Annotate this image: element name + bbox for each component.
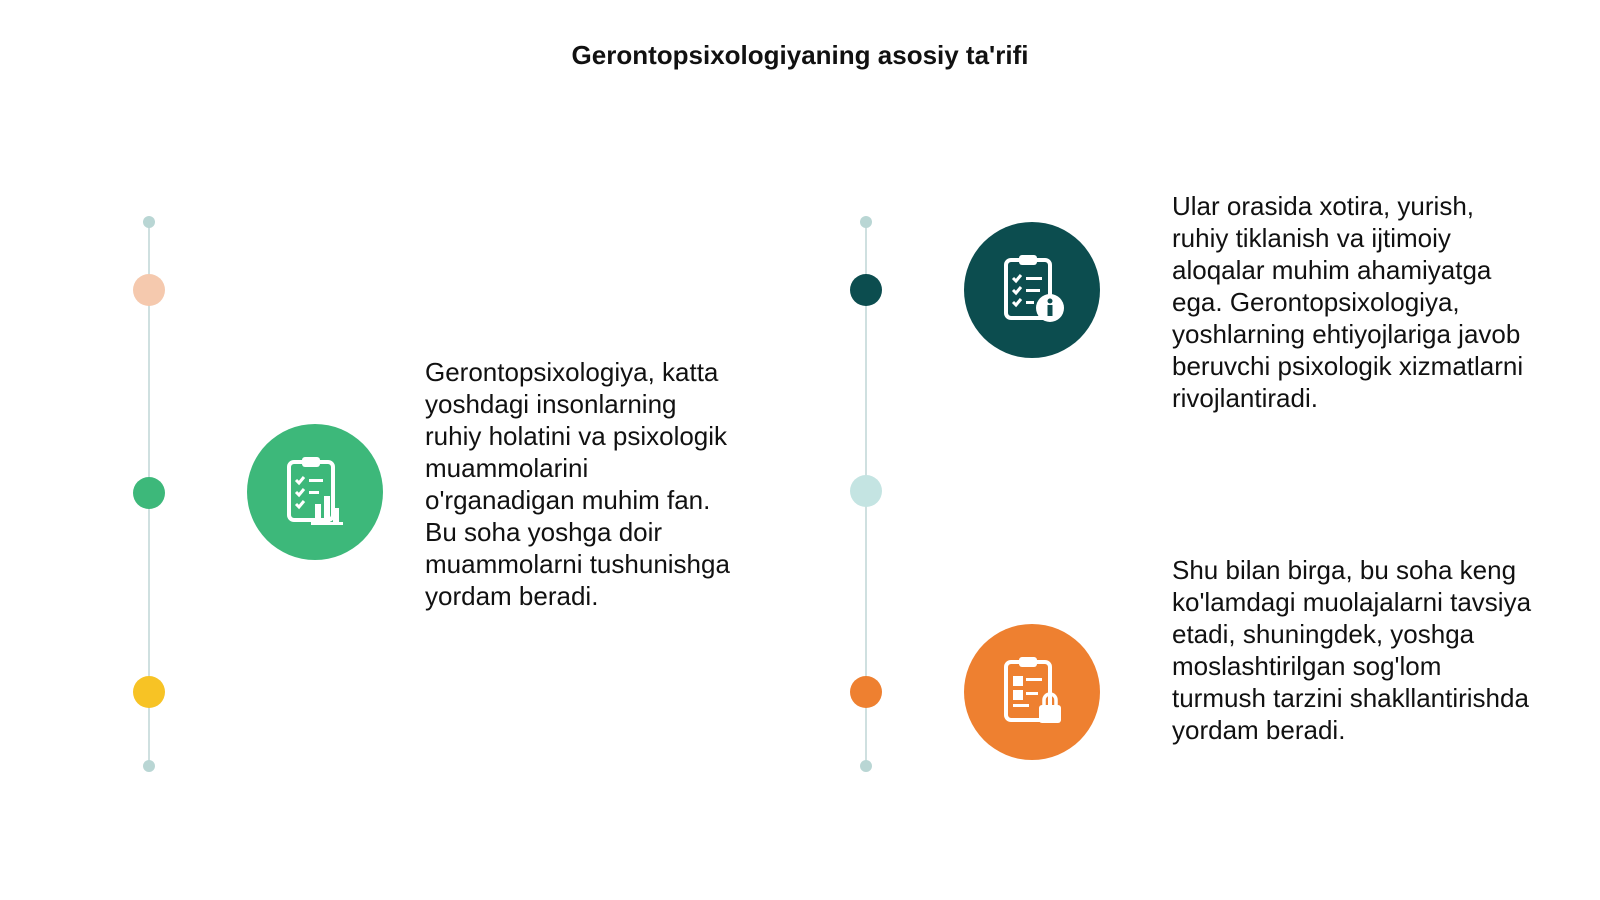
clipboard-info-icon <box>964 222 1100 358</box>
timeline-end-dot <box>143 760 155 772</box>
timeline-dot-orange <box>850 676 882 708</box>
timeline-dot-pale-teal <box>850 475 882 507</box>
timeline-end-dot <box>860 760 872 772</box>
item-text-3: Shu bilan birga, bu soha keng ko'lamdagi muolajalarni tavsiya etadi, shuningdek, yoshga moslashtirilgan sog'lom turmush tarzini shakllantirishda yordam beradi. <box>1172 555 1532 745</box>
clipboard-chart-icon <box>247 424 383 560</box>
timeline-dot-yellow <box>133 676 165 708</box>
timeline-dot-teal <box>850 274 882 306</box>
page-title: Gerontopsixologiyaning asosiy ta'rifi <box>571 40 1029 70</box>
timeline-right <box>846 0 886 900</box>
timeline-end-dot <box>860 216 872 228</box>
timeline-left <box>129 0 169 900</box>
item-text-2: Ular orasida xotira, yurish, ruhiy tiklanish va ijtimoiy aloqalar muhim ahamiyatga ega. Gerontopsixologiya, yoshlarning ehtiyojlariga javob beruvchi psixologik xizmatlarni rivojlantiradi. <box>1172 191 1524 413</box>
timeline-dot-peach <box>133 274 165 306</box>
clipboard-lock-icon <box>964 624 1100 760</box>
item-text-1: Gerontopsixologiya, katta yoshdagi insonlarning ruhiy holatini va psixologik muammolarini o'rganadigan muhim fan. Bu soha yoshga doir muammolarni tushunishga yordam beradi. <box>425 357 730 611</box>
timeline-end-dot <box>143 216 155 228</box>
timeline-dot-green <box>133 477 165 509</box>
